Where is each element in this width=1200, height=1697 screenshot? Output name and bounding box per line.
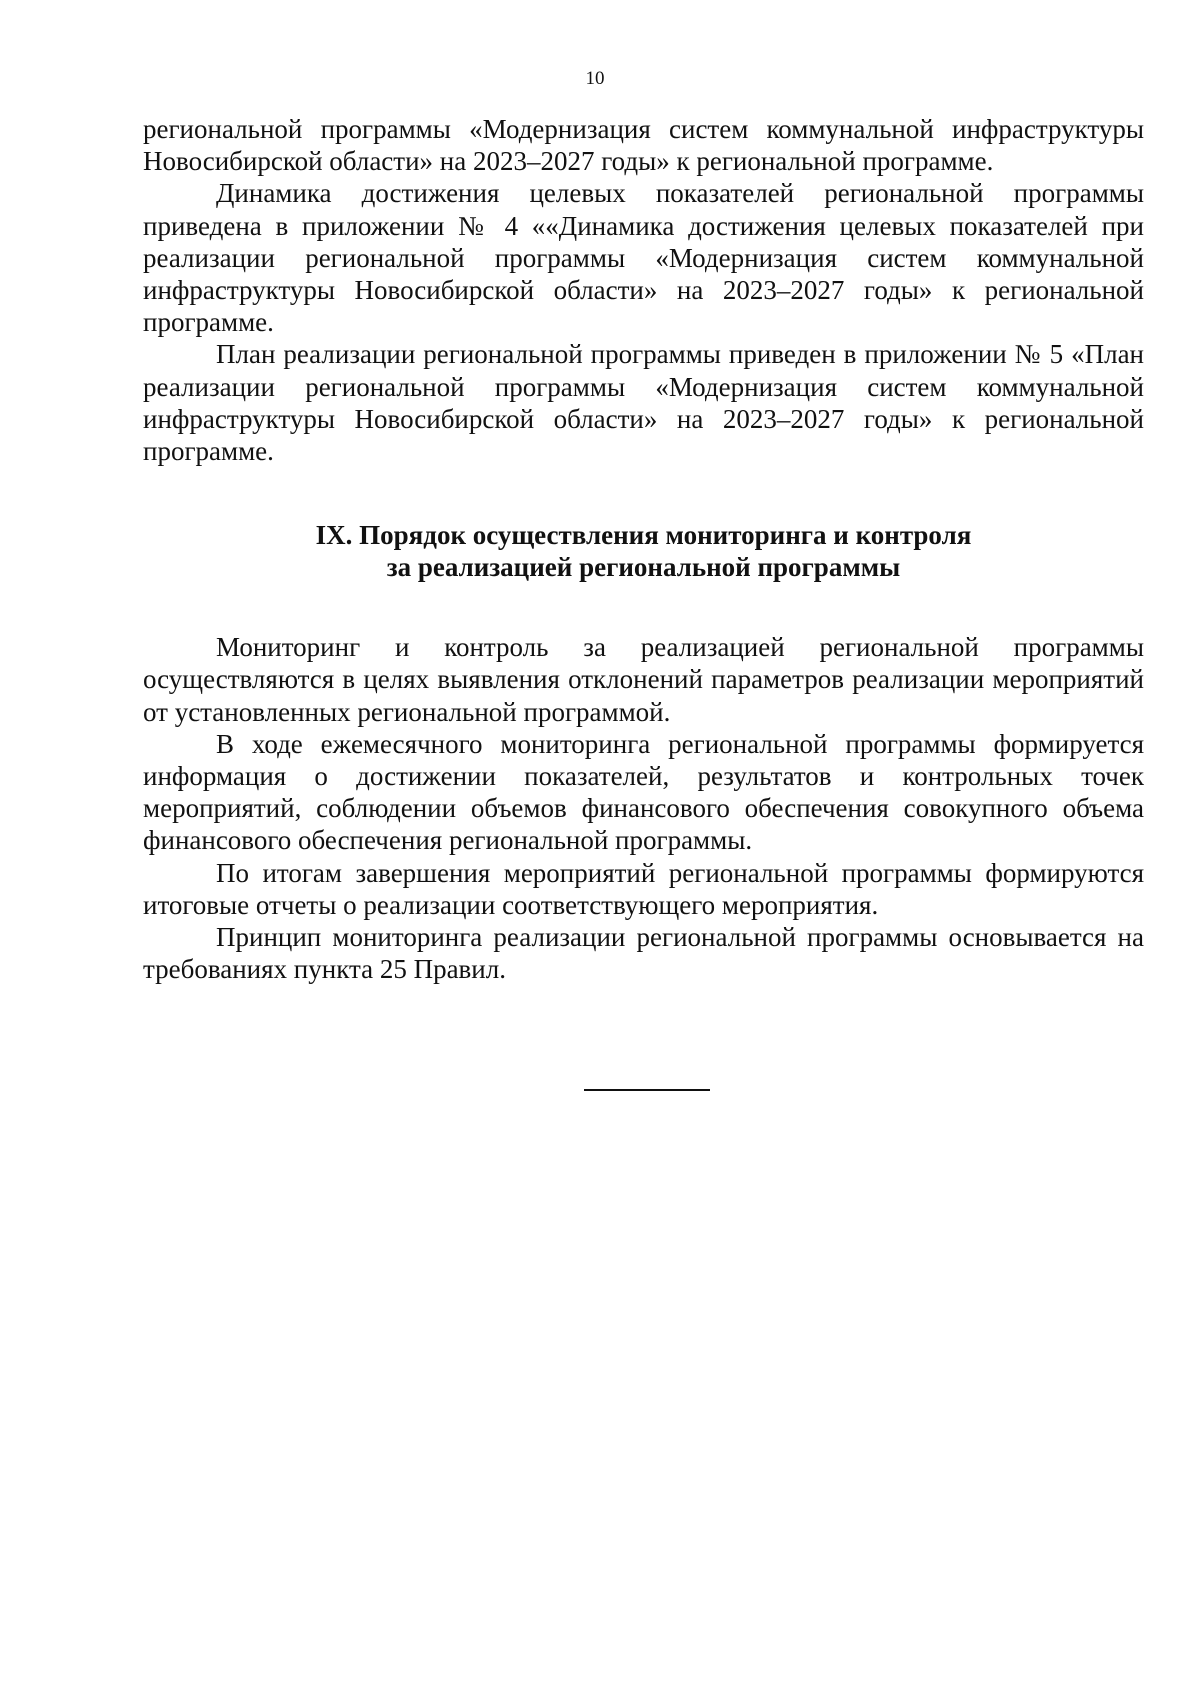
paragraph-monthly-monitoring: В ходе ежемесячного мониторинга региональной программы формируется информация о достижении показателей, результатов и контрольных точек мероприятий, соблюдении объемов финансового обеспечения совокупного объема финансового обеспечения региональной программы. bbox=[143, 728, 1144, 856]
section-heading bbox=[143, 519, 1144, 583]
paragraph-dynamics: Динамика достижения целевых показателей региональной программы приведена в приложении № 4 ««Динамика достижения целевых показателей при реализации региональной программы «Модернизация систем коммунальной инфраструктуры Новосибирской области» на 2023–2027 годы» к региональной программе. bbox=[143, 178, 1144, 338]
document-body bbox=[143, 113, 1144, 985]
section-heading-line-1: IX. Порядок осуществления мониторинга и контроля bbox=[315, 520, 972, 551]
page-number: 10 bbox=[585, 68, 605, 89]
section-heading-line-2: за реализацией региональной программы bbox=[386, 552, 901, 583]
end-of-document-rule bbox=[584, 1089, 710, 1091]
paragraph-continuation: региональной программы «Модернизация систем коммунальной инфраструктуры Новосибирской области» на 2023–2027 годы» к региональной программе. bbox=[143, 114, 1144, 177]
paragraph-monitoring-purpose: Мониторинг и контроль за реализацией региональной программы осуществляются в целях выявления отклонений параметров реализации мероприятий от установленных региональной программой. bbox=[143, 632, 1144, 727]
paragraph-final-reports: По итогам завершения мероприятий региональной программы формируются итоговые отчеты о реализации соответствующего мероприятия. bbox=[143, 857, 1144, 920]
paragraph-implementation-plan: План реализации региональной программы приведен в приложении № 5 «План реализации региональной программы «Модернизация систем коммунальной инфраструктуры Новосибирской области» на 2023–2027 годы» к региональной программе. bbox=[143, 339, 1144, 467]
paragraph-monitoring-principle: Принцип мониторинга реализации региональной программы основывается на требованиях пункта 25 Правил. bbox=[143, 922, 1144, 985]
